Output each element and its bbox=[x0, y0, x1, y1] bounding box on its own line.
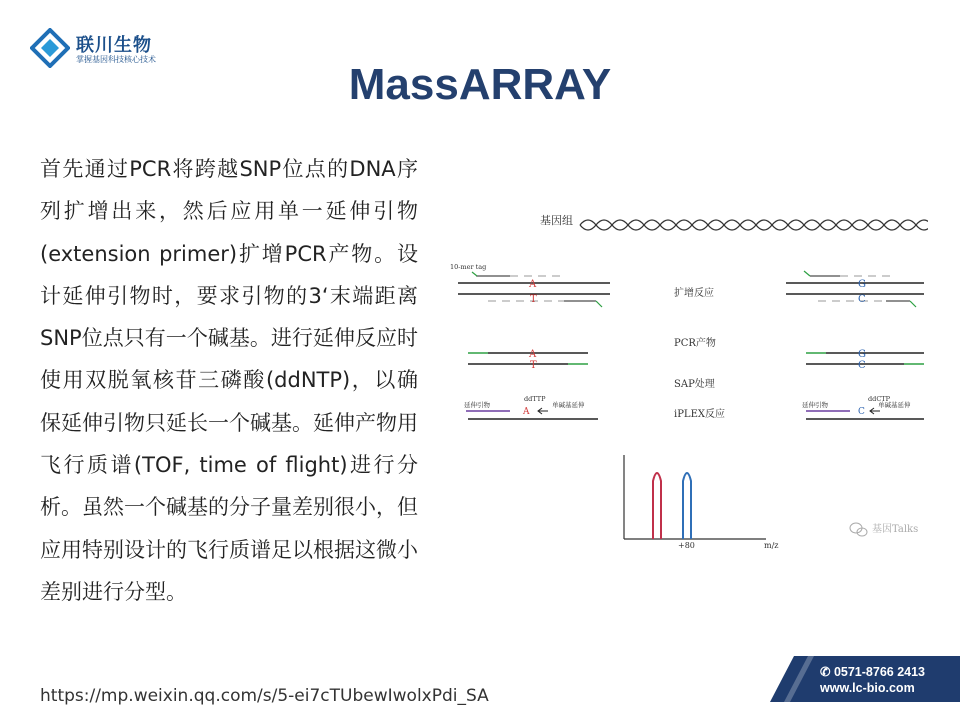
allele-g-pcr: G bbox=[858, 349, 866, 360]
allele-t-pcr: T bbox=[530, 360, 537, 371]
mass-spectrum bbox=[624, 455, 779, 550]
allele-a-ext: A bbox=[523, 407, 530, 417]
ext-primer-label-right: 延伸引物 bbox=[802, 401, 828, 409]
step-iplex: iPLEX反应 bbox=[674, 409, 725, 420]
massarray-diagram bbox=[448, 205, 928, 553]
single-base-ext-left: 单碱基延伸 bbox=[552, 401, 585, 409]
amplification-right bbox=[786, 271, 924, 307]
x-tick-label: +80 bbox=[678, 541, 695, 550]
ddctp-label: ddCTP bbox=[868, 395, 891, 403]
peak-blue bbox=[683, 473, 691, 539]
allele-a-amp: A bbox=[529, 279, 537, 290]
allele-a-pcr: A bbox=[529, 349, 537, 360]
allele-t-amp: T bbox=[530, 294, 537, 305]
watermark-text: 基因Talks bbox=[872, 524, 919, 535]
allele-g-amp: G bbox=[858, 279, 866, 290]
single-base-ext-right: 单碱基延伸 bbox=[878, 401, 911, 409]
contact-phone: ✆ 0571-8766 2413 bbox=[820, 665, 926, 679]
contact-website[interactable]: www.lc-bio.com bbox=[820, 681, 915, 695]
source-url[interactable]: https://mp.weixin.qq.com/s/5-ei7cTUbewIwolxPdi_SA bbox=[40, 686, 489, 706]
pcr-product-right bbox=[806, 349, 924, 371]
iplex-right bbox=[802, 395, 924, 419]
genome-label: 基因组 bbox=[540, 214, 573, 227]
allele-c-pcr: C bbox=[858, 360, 866, 371]
page-title: MassARRAY bbox=[348, 60, 612, 109]
logo-slogan: 掌握基因科技核心技术 bbox=[76, 55, 156, 64]
peak-red bbox=[653, 473, 661, 539]
step-pcr-product: PCR产物 bbox=[674, 338, 716, 349]
logo-name: 联川生物 bbox=[76, 35, 152, 56]
ddttp-label: ddTTP bbox=[524, 395, 546, 403]
step-amplification: 扩增反应 bbox=[674, 288, 714, 299]
body-paragraph: 首先通过PCR将跨越SNP位点的DNA序列扩增出来，然后应用单一延伸引物(extension primer)扩增PCR产物。设计延伸引物时，要求引物的3‘末端距离SNP位点只有一个碱基。进行延伸反应时使用双脱氧核苷三磷酸(ddNTP)，以确保延伸引物只延长一个碱基。延伸产物用飞行质谱(TOF, time of flight)进行分析。虽然一个碱基的分子量差别很小，但应用特别设计的飞行质谱足以根据这微小差别进行分型。 bbox=[40, 157, 418, 604]
pcr-product-left bbox=[468, 349, 588, 371]
wechat-watermark bbox=[850, 522, 918, 536]
step-sap: SAP处理 bbox=[674, 379, 715, 390]
contact-text bbox=[820, 664, 925, 696]
ext-primer-label-left: 延伸引物 bbox=[464, 401, 490, 409]
allele-c-amp: C bbox=[858, 294, 866, 305]
allele-c-ext: C bbox=[858, 407, 865, 417]
iplex-left bbox=[464, 395, 598, 419]
tag-label: 10-mer tag bbox=[450, 263, 487, 271]
amplification-left bbox=[458, 272, 610, 307]
x-axis-label: m/z bbox=[764, 541, 779, 550]
